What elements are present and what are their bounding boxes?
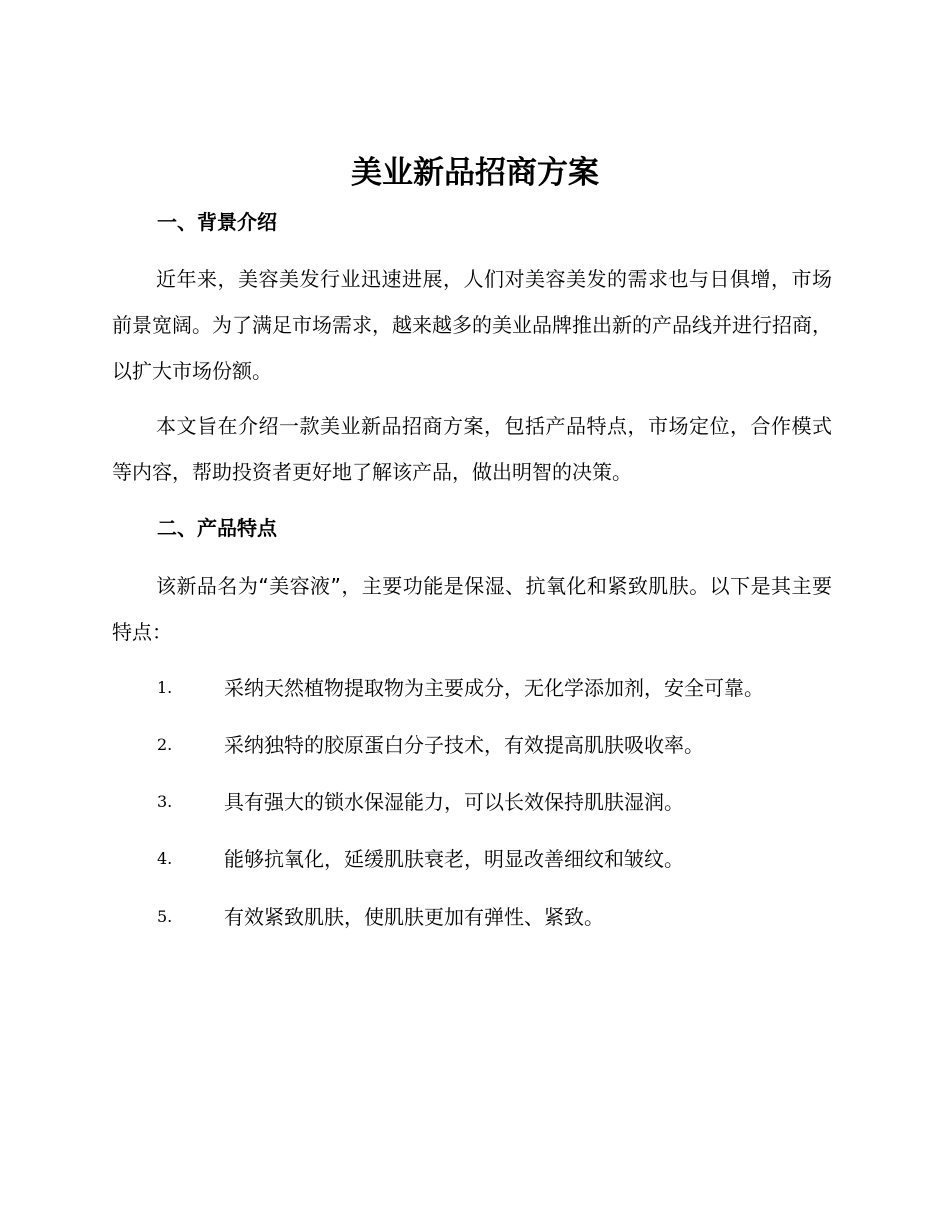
list-item-number: 4. [157, 849, 173, 868]
list-item-text: 采纳天然植物提取物为主要成分，无化学添加剂，安全可靠。 [224, 676, 764, 700]
list-item [0, 787, 950, 817]
list-item-text: 有效紧致肌肤，使肌肤更加有弹性、紧致。 [224, 905, 604, 929]
section-heading-features: 二、产品特点 [157, 516, 277, 540]
list-item-number: 5. [157, 907, 173, 926]
section-heading-background: 一、背景介绍 [157, 210, 277, 234]
list-item [0, 902, 950, 932]
list-item [0, 673, 950, 703]
list-item [0, 730, 950, 760]
paragraph-background-1: 近年来，美容美发行业迅速进展，人们对美容美发的需求也与日俱增，市场前景宽阔。为了满足市场需求，越来越多的美业品牌推出新的产品线并进行招商，以扩大市场份额。 [112, 267, 832, 383]
list-item-text: 采纳独特的胶原蛋白分子技术，有效提高肌肤吸收率。 [224, 733, 704, 757]
paragraph-features-intro: 该新品名为“美容液”，主要功能是保湿、抗氧化和紧致肌肤。以下是其主要特点： [112, 574, 832, 644]
list-item-number: 1. [157, 678, 173, 697]
list-item-text: 能够抗氧化，延缓肌肤衰老，明显改善细纹和皱纹。 [224, 847, 684, 871]
list-item-number: 3. [157, 792, 173, 811]
paragraph-background-2: 本文旨在介绍一款美业新品招商方案，包括产品特点，市场定位，合作模式等内容，帮助投资者更好地了解该产品，做出明智的决策。 [112, 414, 832, 484]
document-title: 美业新品招商方案 [351, 155, 599, 191]
list-item-text: 具有强大的锁水保湿能力，可以长效保持肌肤湿润。 [224, 790, 684, 814]
list-item-number: 2. [157, 735, 173, 754]
list-item [0, 844, 950, 874]
